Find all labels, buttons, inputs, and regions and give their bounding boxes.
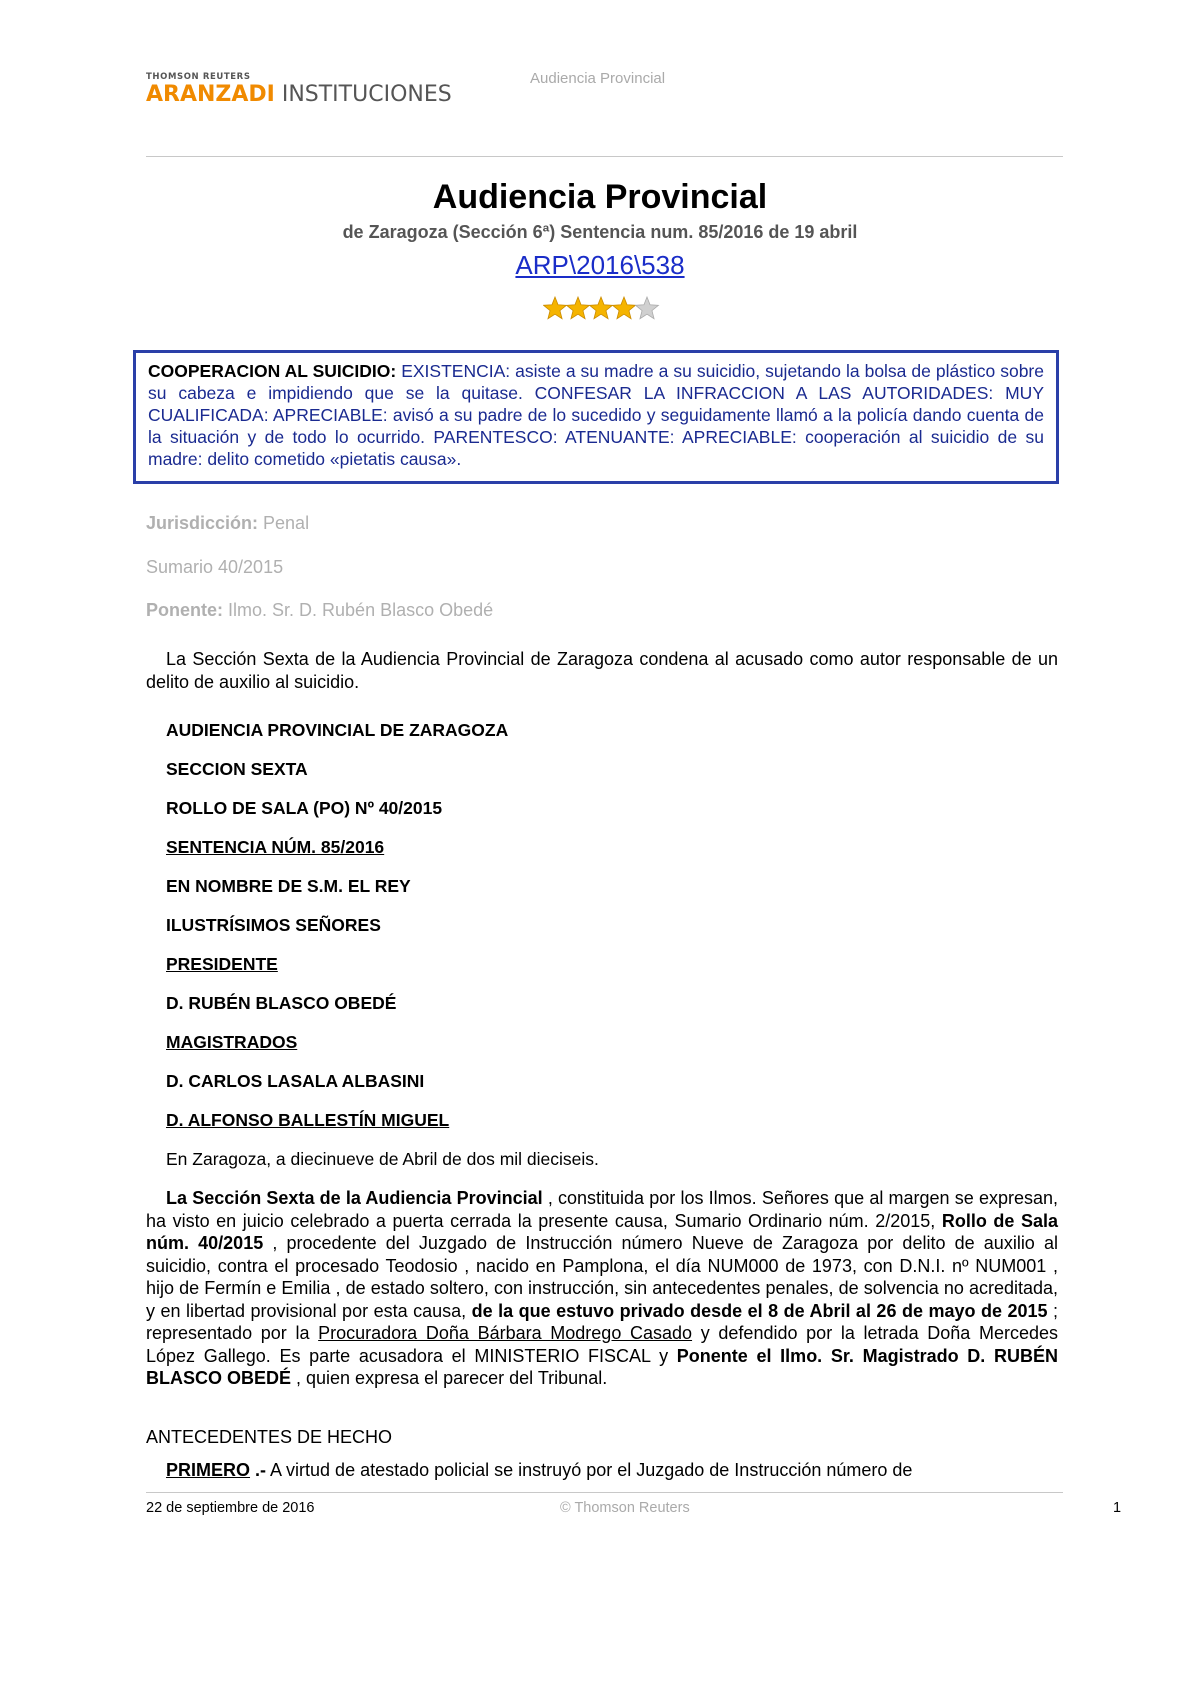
- primero-text: A virtud de atestado policial se instruyó por el Juzgado de Instrucción número de: [266, 1460, 913, 1480]
- logo-publisher: THOMSON REUTERS: [146, 72, 251, 82]
- star-filled-icon: [613, 297, 636, 319]
- primero-paragraph: [146, 1459, 1058, 1482]
- bold-fragment: La Sección Sexta de la Audiencia Provincial: [166, 1188, 543, 1208]
- logo-product: INSTITUCIONES: [274, 82, 452, 107]
- rollo-number: ROLLO DE SALA (PO) Nº 40/2015: [166, 798, 443, 818]
- text-fragment: y defendido por la letrada Doña Mercedes López Gallego. Es parte acusadora el MINISTERIO FISCAL y: [146, 1323, 1058, 1366]
- en-nombre-line: EN NOMBRE DE S.M. EL REY: [166, 876, 411, 896]
- magistrado-name: D. CARLOS LASALA ALBASINI: [166, 1071, 425, 1091]
- text-fragment: , procedente del Juzgado de Instrucción número Nueve de Zaragoza por delito de auxilio al suicidio, contra el procesado Teodosio , nacido en Pamplona, el día NUM000 de 1973, con D.N.I. nº NUM001 , hijo de Fermín e Emilia , de estado soltero, con instrucción, sin antecedentes penales, de solvencia no acreditada, y en libertad provisional por esta causa,: [146, 1233, 1058, 1321]
- jurisdiccion-value: Penal: [258, 513, 310, 533]
- presidente-name: D. RUBÉN BLASCO OBEDÉ: [166, 993, 397, 1013]
- primero-dash: .-: [250, 1460, 267, 1480]
- logo-brand: ARANZADI: [146, 82, 275, 107]
- document-subtitle: de Zaragoza (Sección 6ª) Sentencia num. 85/2016 de 19 abril: [342, 222, 858, 242]
- magistrados-heading: MAGISTRADOS: [166, 1032, 298, 1052]
- ponente-value: Ilmo. Sr. D. Rubén Blasco Obedé: [223, 600, 494, 620]
- jurisdiccion-line: [146, 513, 309, 534]
- footer-copyright: © Thomson Reuters: [560, 1500, 690, 1516]
- document-reference-link[interactable]: ARP\2016\538: [515, 250, 685, 280]
- bold-fragment: Rollo de Sala núm. 40/2015: [146, 1210, 1058, 1253]
- header-divider: [146, 156, 1063, 157]
- ponente-line: [146, 600, 493, 621]
- footer-divider: [146, 1492, 1063, 1493]
- footer-date: 22 de septiembre de 2016: [146, 1500, 315, 1516]
- rating-stars: [543, 296, 663, 322]
- procuradora-link[interactable]: Procuradora Doña Bárbara Modrego Casado: [318, 1323, 693, 1343]
- text-fragment: , constituida por los Ilmos. Señores que al margen se expresan, ha visto en juicio celebrado a puerta cerrada la presente causa, Sumario Ordinario núm. 2/2015,: [146, 1188, 1058, 1231]
- primero-label: PRIMERO: [166, 1460, 251, 1480]
- star-empty-icon: [636, 297, 659, 319]
- summary-text: EXISTENCIA: asiste a su madre a su suicidio, sujetando la bolsa de plástico sobre su cabeza e impidiendo que se la quitase. CONFESAR LA INFRACCION A LAS AUTORIDADES: MUY CUALIFICADA: APRECIABLE: avisó a su padre de lo sucedido y seguidamente llamó a la policía dando cuenta de la situación y de todo lo ocurrido. PARENTESCO: ATENUANTE: APRECIABLE: cooperación al suicidio de su madre: delito cometido «pietatis causa».: [148, 361, 1044, 469]
- ilustrisimos-line: ILUSTRÍSIMOS SEÑORES: [166, 915, 381, 935]
- star-filled-icon: [590, 297, 613, 319]
- sentencia-number-link[interactable]: SENTENCIA NÚM. 85/2016: [166, 837, 385, 857]
- summary-box: [133, 350, 1059, 484]
- star-filled-icon: [567, 297, 590, 319]
- aranzadi-logo: [146, 72, 452, 108]
- ponente-label: Ponente:: [146, 600, 224, 620]
- text-fragment: , quien expresa el parecer del Tribunal.: [291, 1368, 608, 1388]
- sumario-line: Sumario 40/2015: [146, 557, 284, 577]
- page-number: 1: [1113, 1500, 1122, 1516]
- bold-fragment: de la que estuvo privado desde el 8 de Abril al 26 de mayo de 2015: [471, 1300, 1048, 1321]
- jurisdiccion-label: Jurisdicción:: [146, 513, 259, 533]
- antecedentes-heading: ANTECEDENTES DE HECHO: [146, 1427, 393, 1447]
- intro-paragraph: La Sección Sexta de la Audiencia Provincial de Zaragoza condena al acusado como autor responsable de un delito de auxilio al suicidio.: [146, 649, 1058, 692]
- text-fragment: ; representado por la: [146, 1300, 1058, 1343]
- document-title: Audiencia Provincial: [432, 178, 768, 216]
- star-filled-icon: [544, 297, 567, 319]
- summary-lead: COOPERACION AL SUICIDIO:: [148, 361, 397, 381]
- header-label: Audiencia Provincial: [530, 70, 666, 87]
- magistrado-name: D. ALFONSO BALLESTÍN MIGUEL: [166, 1110, 450, 1130]
- court-section: SECCION SEXTA: [166, 759, 308, 779]
- presidente-heading: PRESIDENTE: [166, 954, 278, 974]
- court-name: AUDIENCIA PROVINCIAL DE ZARAGOZA: [166, 720, 509, 740]
- place-date: En Zaragoza, a diecinueve de Abril de dos mil dieciseis.: [166, 1149, 599, 1169]
- main-paragraph: [146, 1187, 1058, 1390]
- bold-fragment: Ponente el Ilmo. Sr. Magistrado D. RUBÉN BLASCO OBEDÉ: [146, 1345, 1058, 1388]
